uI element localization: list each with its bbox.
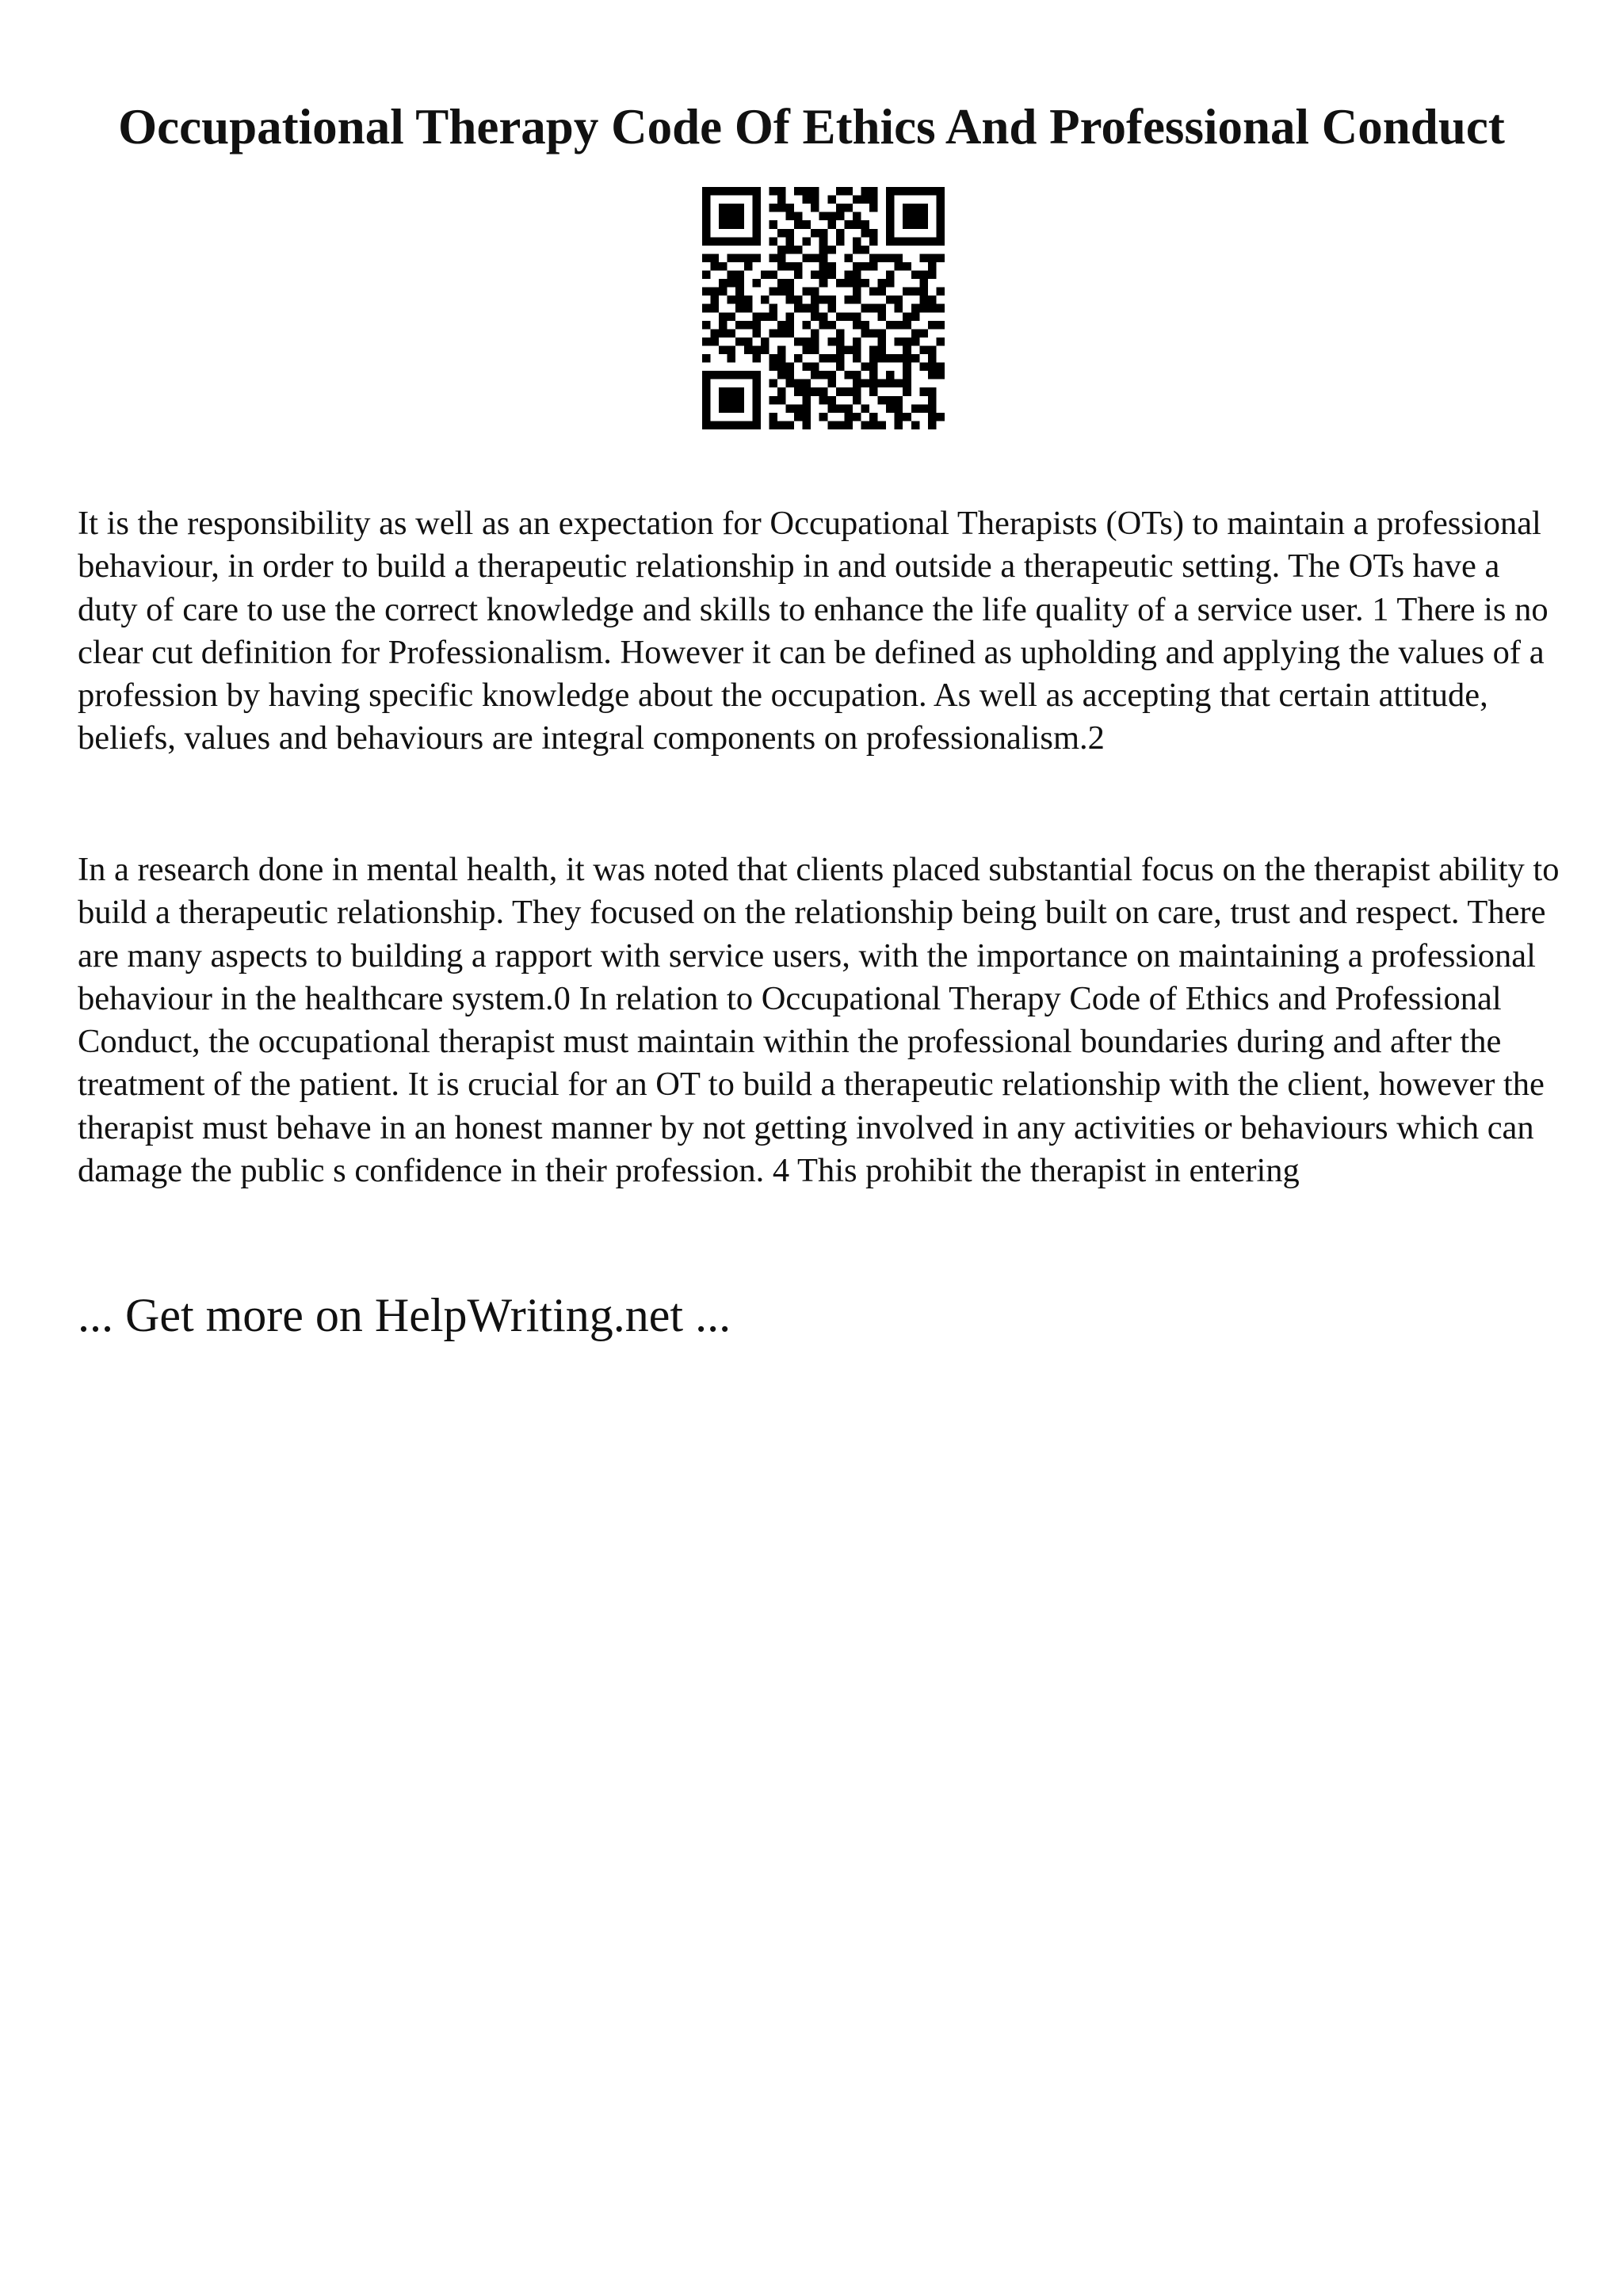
body-paragraph-1: It is the responsibility as well as an expectation for Occupational Therapists (OTs) to maintain a professional behaviour, in order to build a therapeutic relationship in and outside a therapeutic setting. The OTs have a duty of care to use the correct knowledge and skills to enhance the life quality of a service user. 1 There is no clear cut definition for Professionalism. However it can be defined as upholding and applying the values of a profession by having specific knowledge about the occupation. As well as accepting that certain attitude, beliefs, values and behaviours are integral components on professionalism.2 <box>78 505 1549 757</box>
qr-code-icon[interactable] <box>702 187 945 429</box>
document-title: Occupational Therapy Code Of Ethics And Professional Conduct <box>118 99 1505 154</box>
body-paragraph-2: In a research done in mental health, it was noted that clients placed substantial focus on the therapist ability to build a therapeutic relationship. They focused on the relationship being built on care, trust and respect. There are many aspects to building a rapport with service users, with the importance on maintaining a professional behaviour in the healthcare system.0 In relation to Occupational Therapy Code of Ethics and Professional Conduct, the occupational therapist must maintain within the professional boundaries during and after the treatment of the patient. It is crucial for an OT to build a therapeutic relationship with the client, however the therapist must behave in an honest manner by not getting involved in any activities or behaviours which can damage the public s confidence in their profession. 4 This prohibit the therapist in entering <box>78 851 1560 1190</box>
get-more-link[interactable]: ... Get more on HelpWriting.net ... <box>78 1289 731 1341</box>
